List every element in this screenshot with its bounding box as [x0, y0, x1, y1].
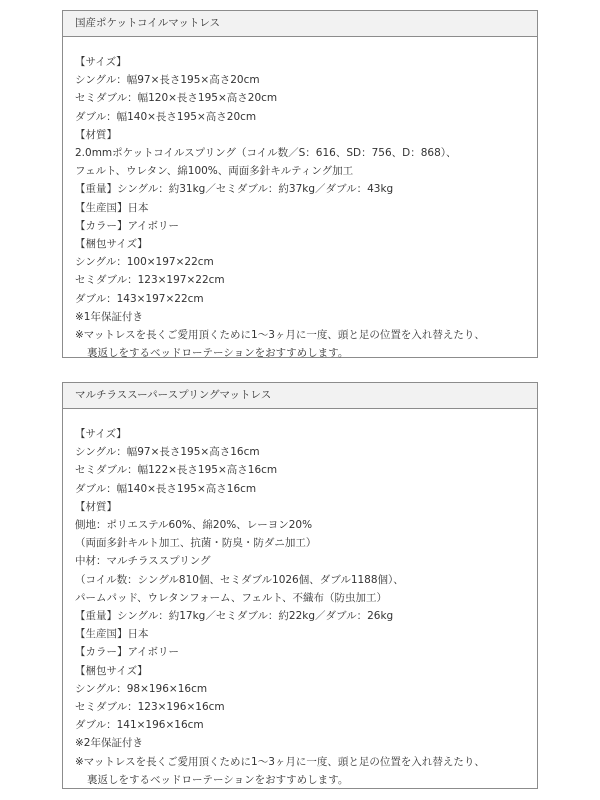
spec-line: シングル：幅97×長さ195×高さ20cm: [75, 74, 260, 87]
product-spec-panel-pocket-coil: [62, 10, 538, 358]
spec-line: セミダブル：幅120×長さ195×高さ20cm: [75, 92, 278, 105]
spec-line-origin: 【生産国】日本: [75, 628, 149, 641]
spec-line: ダブル：幅140×長さ195×高さ16cm: [75, 482, 257, 495]
spec-line: セミダブル：幅122×長さ195×高さ16cm: [75, 464, 278, 477]
panel-title: 国産ポケットコイルマットレス: [63, 11, 537, 37]
spec-line: セミダブル：123×197×22cm: [75, 274, 225, 287]
section-heading-material: 【材質】: [75, 500, 117, 513]
section-heading-material: 【材質】: [75, 128, 117, 141]
spec-line: フェルト、ウレタン、綿100%、両面多針キルティング加工: [75, 165, 354, 178]
spec-line: （両面多針キルト加工、抗菌・防臭・防ダニ加工）: [75, 537, 317, 550]
spec-line: 2.0mmポケットコイルスプリング（コイル数／S：616、SD：756、D：868）、: [75, 147, 457, 160]
note-rotation: ※マットレスを長くご愛用頂くために1～3ヶ月に一度、頭と足の位置を入れ替えたり、: [75, 329, 485, 342]
spec-line: ダブル：143×197×22cm: [75, 292, 204, 305]
note-rotation-continued: 裏返しをするベッドローテーションをおすすめします。: [87, 773, 349, 786]
spec-line: シングル：幅97×長さ195×高さ16cm: [75, 446, 260, 459]
spec-line: セミダブル：123×196×16cm: [75, 701, 225, 714]
panel-title: マルチラススーパースプリングマットレス: [63, 383, 537, 409]
spec-line: ダブル：141×196×16cm: [75, 719, 204, 732]
spec-list: [63, 37, 537, 362]
spec-line: ダブル：幅140×長さ195×高さ20cm: [75, 110, 257, 123]
spec-line: シングル：100×197×22cm: [75, 256, 214, 269]
note-warranty: ※2年保証付き: [75, 737, 143, 750]
section-heading-size: 【サイズ】: [75, 56, 127, 68]
section-heading-size: 【サイズ】: [75, 428, 127, 440]
spec-line: 側地：ポリエステル60%、綿20%、レーヨン20%: [75, 519, 313, 532]
section-heading-package: 【梱包サイズ】: [75, 238, 148, 251]
product-spec-panel-multilath: [62, 382, 538, 789]
spec-line-color: 【カラー】アイボリー: [75, 219, 180, 232]
spec-line-color: 【カラー】アイボリー: [75, 646, 180, 659]
spec-line: シングル：98×196×16cm: [75, 682, 208, 695]
spec-line-weight: 【重量】シングル：約17kg／セミダブル：約22kg／ダブル：26kg: [75, 610, 394, 623]
spec-line-origin: 【生産国】日本: [75, 201, 149, 214]
note-rotation-continued: 裏返しをするベッドローテーションをおすすめします。: [87, 347, 349, 360]
spec-line: パームパッド、ウレタンフォーム、フェルト、不織布（防虫加工）: [75, 591, 387, 604]
spec-line-weight: 【重量】シングル：約31kg／セミダブル：約37kg／ダブル：43kg: [75, 183, 394, 196]
note-warranty: ※1年保証付き: [75, 310, 143, 323]
spec-list: [63, 409, 537, 789]
spec-line: （コイル数：シングル810個、セミダブル1026個、ダブル1188個）、: [75, 573, 404, 586]
note-rotation: ※マットレスを長くご愛用頂くために1～3ヶ月に一度、頭と足の位置を入れ替えたり、: [75, 755, 485, 768]
spec-line: 中材：マルチラススプリング: [75, 555, 211, 568]
section-heading-package: 【梱包サイズ】: [75, 664, 148, 677]
